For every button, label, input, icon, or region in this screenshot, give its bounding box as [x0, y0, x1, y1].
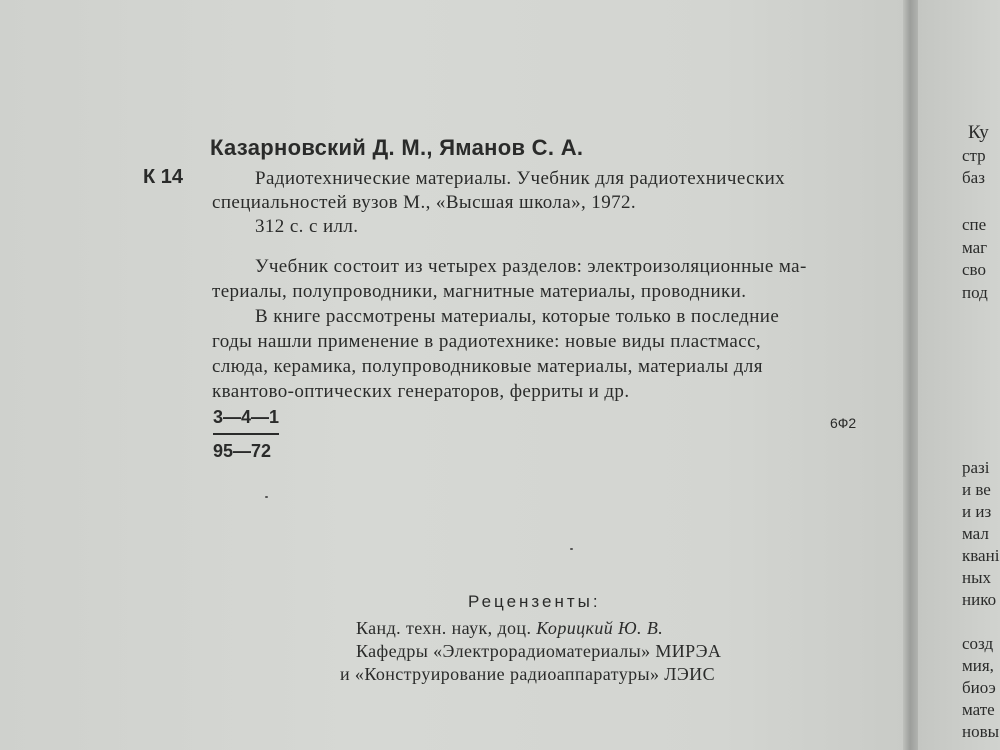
- reviewer-line: [356, 618, 663, 639]
- reviewer-degree: Канд. техн. наук, доц.: [356, 618, 532, 638]
- right-page-fragment: разі: [962, 458, 990, 477]
- right-page-fragment: биоэ: [962, 678, 996, 697]
- right-page-fragment: и из: [962, 502, 992, 521]
- book-gutter: [903, 0, 919, 750]
- price-code: 6Ф2: [830, 415, 857, 431]
- right-page-fragment: мия,: [962, 656, 994, 675]
- right-page-fragment: маг: [962, 238, 988, 257]
- reviewer-line: Кафедры «Электрорадиоматериалы» МИРЭА: [356, 641, 722, 661]
- annotation-line: Учебник состоит из четырех разделов: электроизоляционные ма-: [255, 256, 807, 277]
- right-page-fragment: квані: [962, 546, 1000, 565]
- right-page-fragment: Ку: [968, 122, 989, 143]
- right-page-fragment: нико: [962, 590, 997, 609]
- right-page-fragment: баз: [962, 168, 985, 187]
- index-numerator: 3—4—1: [213, 407, 280, 427]
- right-page-fragment: и ве: [962, 480, 991, 499]
- annotation-line: годы нашли применение в радиотехнике: новые виды пластмасс,: [212, 331, 762, 352]
- index-denominator: 95—72: [213, 441, 272, 461]
- paper-speck: [265, 496, 268, 498]
- reviewer-line: и «Конструирование радиоаппаратуры» ЛЭИС: [340, 664, 715, 684]
- annotation-line: териалы, полупроводники, магнитные материалы, проводники.: [212, 281, 747, 302]
- right-page-fragment: созд: [962, 634, 994, 653]
- right-page-fragment: новы: [962, 722, 1000, 741]
- reviewers-heading: Рецензенты:: [468, 592, 601, 611]
- authors-heading: Казарновский Д. М., Яманов С. А.: [210, 135, 584, 160]
- classification-code: К 14: [143, 166, 184, 188]
- right-page-fragment: мал: [962, 524, 989, 543]
- right-page-fragment: ных: [962, 568, 992, 587]
- paper-speck: [570, 548, 573, 550]
- right-page-fragment: мате: [962, 700, 995, 719]
- annotation-line: квантово-оптических генераторов, ферриты и др.: [212, 381, 630, 402]
- annotation-line: В книге рассмотрены материалы, которые только в последние: [255, 306, 780, 327]
- right-page-fragment: стр: [962, 146, 986, 165]
- index-fraction-rule: [213, 433, 279, 435]
- bibliographic-publisher-line: специальностей вузов М., «Высшая школа», 1972.: [212, 192, 637, 213]
- right-page-fragment: под: [962, 283, 988, 302]
- right-page-fragment: спе: [962, 215, 987, 234]
- bibliographic-pages-line: 312 с. с илл.: [255, 216, 359, 237]
- bibliographic-title-line: Радиотехнические материалы. Учебник для радиотехнических: [255, 168, 786, 189]
- right-page-fragment: сво: [962, 260, 986, 279]
- annotation-line: слюда, керамика, полупроводниковые материалы, материалы для: [212, 356, 763, 377]
- reviewer-name: Корицкий Ю. В.: [536, 618, 664, 638]
